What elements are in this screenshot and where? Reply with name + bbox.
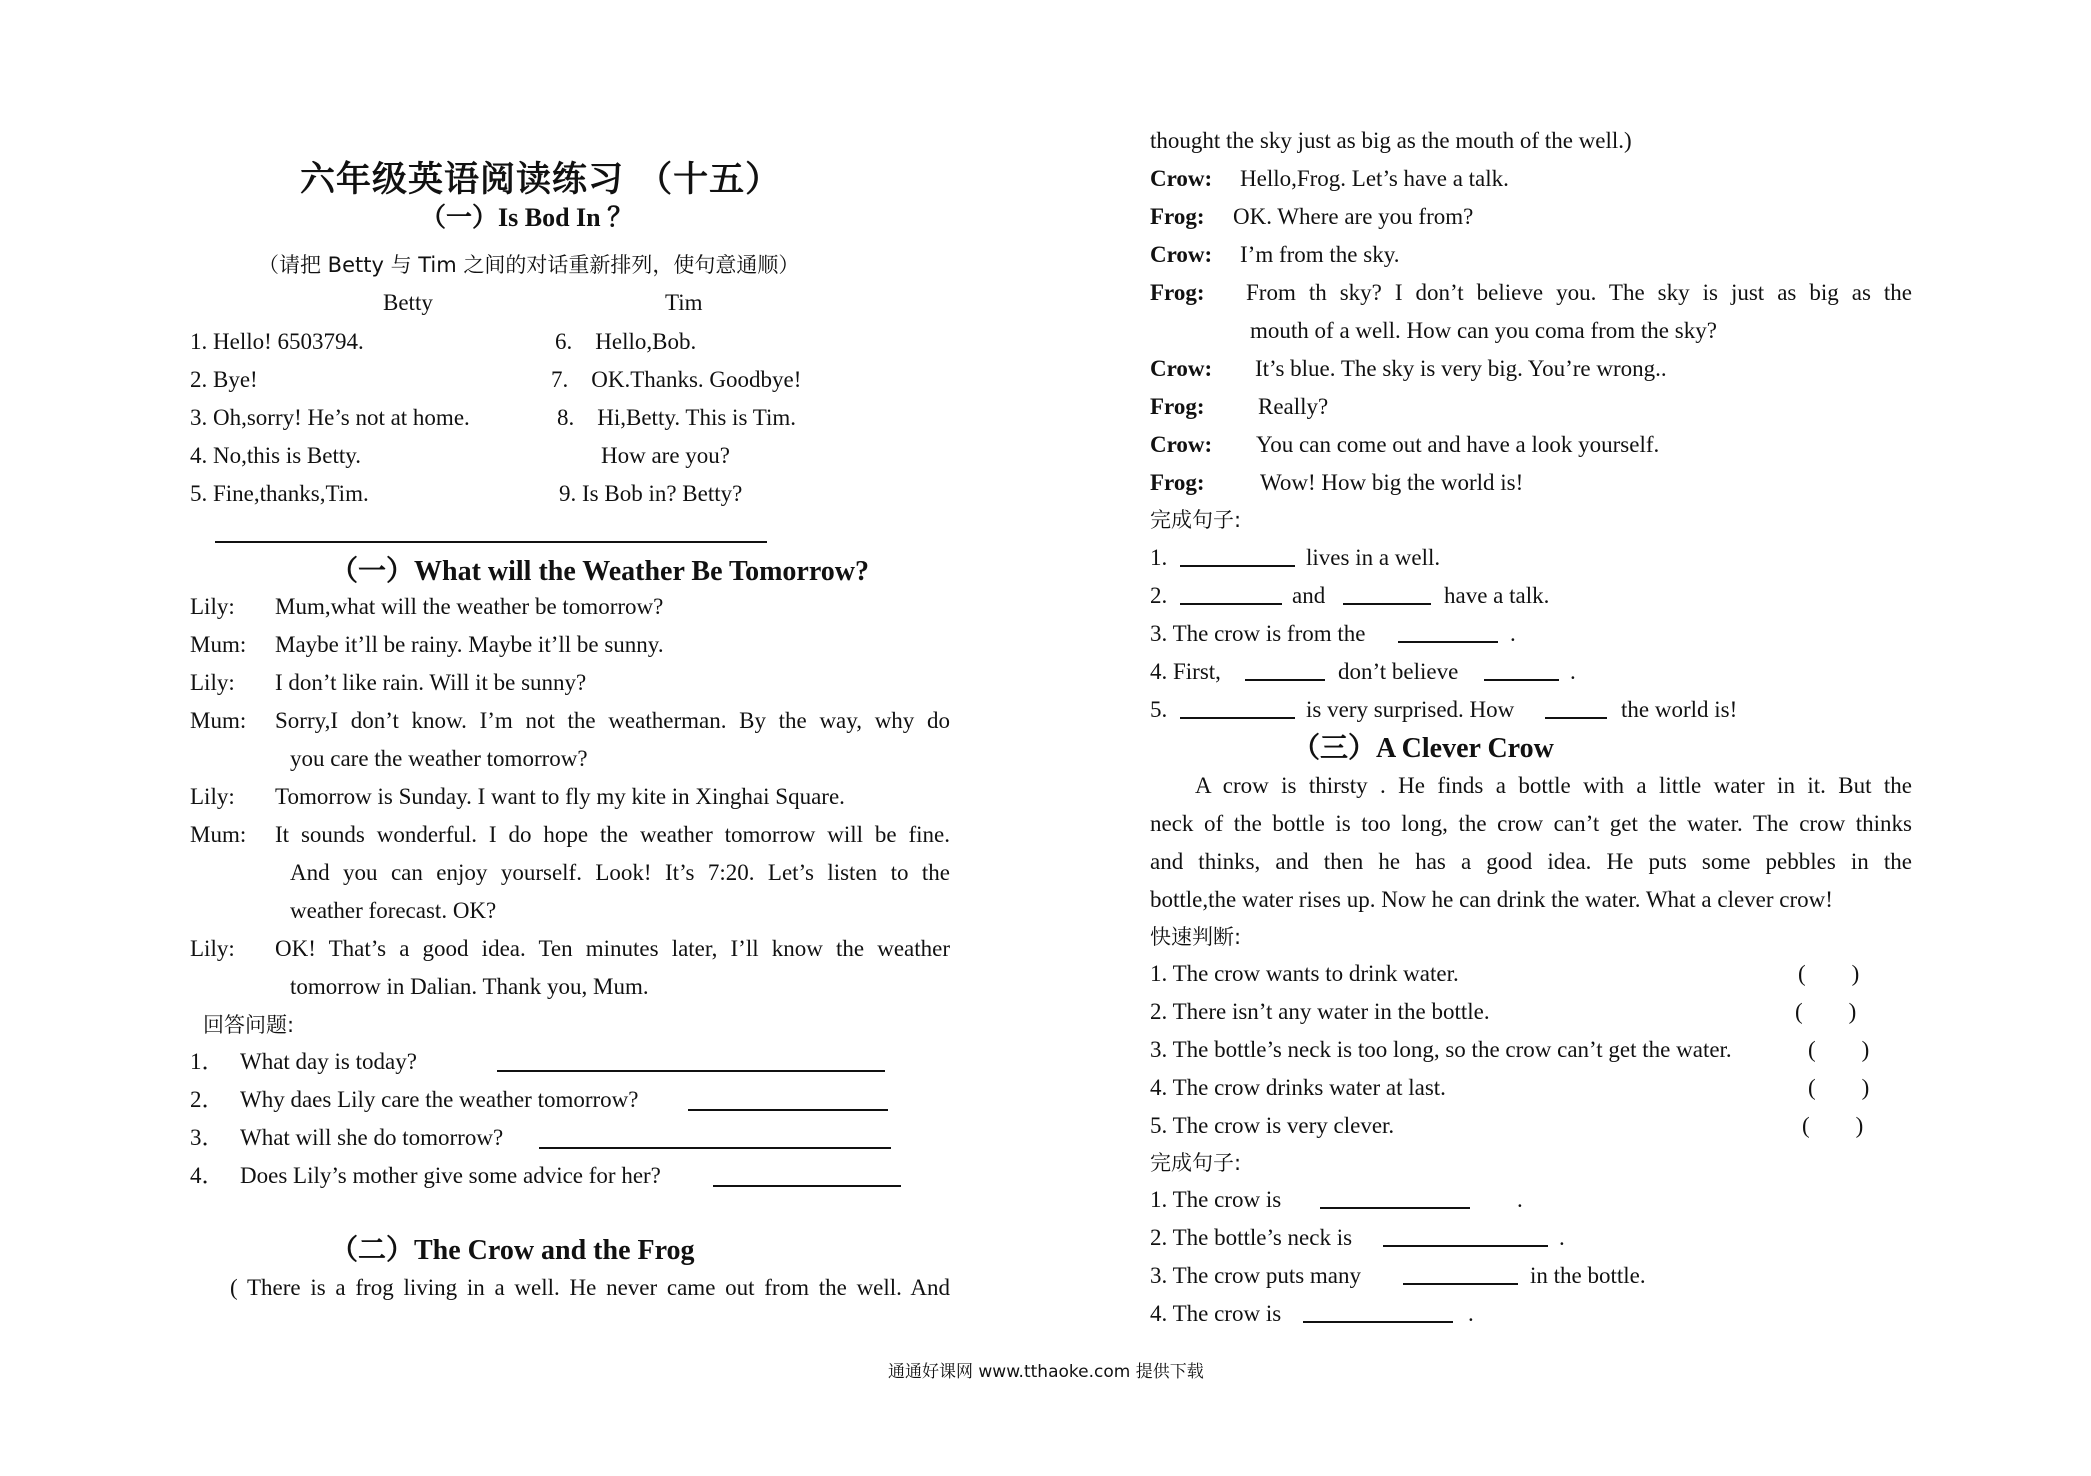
fill-blank[interactable] <box>1180 695 1295 719</box>
footer-credit: 通通好课网 www.tthaoke.com 提供下载 <box>888 1362 1204 1382</box>
dialogue-line: Hello,Frog. Let’s have a talk. <box>1240 166 1509 191</box>
tim-line: 9. Is Bob in? Betty? <box>559 481 743 506</box>
tim-line: 7. OK.Thanks. Goodbye! <box>551 367 802 392</box>
tim-line: How are you? <box>601 443 731 468</box>
section2-heading: （一）What will the Weather Be Tomorrow? <box>330 556 870 587</box>
tim-column-header: Tim <box>665 290 703 315</box>
answer-blank[interactable] <box>713 1163 901 1187</box>
fill-blank[interactable] <box>1545 695 1607 719</box>
sentence-text: and <box>1292 583 1326 608</box>
judge-item: 5. The crow is very clever. <box>1150 1113 1395 1138</box>
dialogue-line: weather forecast. OK? <box>290 898 497 923</box>
item-number: 2. <box>1150 583 1168 608</box>
dialogue-line: It’s blue. The sky is very big. You’re wrong.. <box>1255 356 1667 381</box>
sentence-text: lives in a well. <box>1306 545 1441 570</box>
betty-line: 3. Oh,sorry! He’s not at home. <box>190 405 470 430</box>
dialogue-line: I don’t like rain. Will it be sunny? <box>275 670 587 695</box>
speaker: Crow: <box>1150 432 1213 457</box>
dialogue-line: And you can enjoy yourself. Look! It’s 7:20. Let’s listen to the <box>290 860 950 885</box>
betty-line: 5. Fine,thanks,Tim. <box>190 481 369 506</box>
section1-heading: （一）Is Bod In ？ <box>420 203 634 232</box>
fill-blank[interactable] <box>1303 1299 1453 1323</box>
speaker: Frog: <box>1150 204 1205 229</box>
dialogue-line: mouth of a well. How can you coma from the sky? <box>1250 318 1717 343</box>
dialogue-line: Really? <box>1258 394 1329 419</box>
sentence-text: 2. The bottle’s neck is <box>1150 1225 1353 1250</box>
speaker: Crow: <box>1150 166 1213 191</box>
passage-line: bottle,the water rises up. Now he can drink the water. What a clever crow! <box>1150 887 1833 912</box>
section4-heading: （三）A Clever Crow <box>1292 733 1554 764</box>
answer-blank[interactable] <box>688 1087 888 1111</box>
fill-blank[interactable] <box>1403 1261 1518 1285</box>
sentence-text: . <box>1517 1187 1523 1212</box>
dialogue-line: OK! That’s a good idea. Ten minutes later, I’ll know the weather <box>275 936 950 961</box>
answer-parentheses[interactable]: ( ) <box>1808 1037 1870 1062</box>
sentence-text: 3. The crow is from the <box>1150 621 1366 646</box>
judge-item: 3. The bottle’s neck is too long, so the crow can’t get the water. <box>1150 1037 1732 1062</box>
fill-blank[interactable] <box>1180 543 1295 567</box>
betty-column-header: Betty <box>383 290 433 315</box>
betty-line: 4. No,this is Betty. <box>190 443 362 468</box>
sentence-text: don’t believe <box>1338 659 1459 684</box>
page-title: 六年级英语阅读练习 （十五） <box>300 160 782 200</box>
dialogue-line: I’m from the sky. <box>1240 242 1400 267</box>
answer-blank[interactable] <box>539 1125 891 1149</box>
fill-blank[interactable] <box>1398 619 1498 643</box>
item-number: 1. <box>1150 545 1168 570</box>
answer-parentheses[interactable]: ( ) <box>1795 999 1857 1024</box>
dialogue-line: From th sky? I don’t believe you. The sky is just as big as the <box>1246 280 1912 305</box>
answer-parentheses[interactable]: ( ) <box>1798 961 1860 986</box>
fill-blank[interactable] <box>1245 657 1325 681</box>
sentence-text: 4. First, <box>1150 659 1221 684</box>
complete-sentences-label: 完成句子: <box>1150 1151 1242 1175</box>
betty-line: 1. Hello! 6503794. <box>190 329 364 354</box>
speaker: Crow: <box>1150 356 1213 381</box>
story-intro-continued: thought the sky just as big as the mouth of the well.) <box>1150 128 1632 153</box>
judge-item: 4. The crow drinks water at last. <box>1150 1075 1446 1100</box>
speaker: Mum: <box>190 632 247 657</box>
speaker: Frog: <box>1150 280 1205 305</box>
fill-blank[interactable] <box>1383 1223 1548 1247</box>
answer-parentheses[interactable]: ( ) <box>1802 1113 1864 1138</box>
answer-parentheses[interactable]: ( ) <box>1808 1075 1870 1100</box>
section1-instruction: （请把 Betty 与 Tim 之间的对话重新排列，使句意通顺） <box>258 253 800 277</box>
sentence-text: in the bottle. <box>1530 1263 1646 1288</box>
passage-line: neck of the bottle is too long, the crow can’t get the water. The crow thinks <box>1150 811 1912 836</box>
dialogue-line: Wow! How big the world is! <box>1260 470 1524 495</box>
dialogue-line: Maybe it’ll be rainy. Maybe it’ll be sunny. <box>275 632 664 657</box>
dialogue-line: It sounds wonderful. I do hope the weather tomorrow will be fine. <box>275 822 950 847</box>
speaker: Lily: <box>190 594 235 619</box>
sentence-text: . <box>1559 1225 1565 1250</box>
speaker: Lily: <box>190 784 235 809</box>
dialogue-line: you care the weather tomorrow? <box>290 746 588 771</box>
question-text: What will she do tomorrow? <box>240 1125 504 1150</box>
sentence-text: the world is! <box>1621 697 1738 722</box>
fill-blank[interactable] <box>1180 581 1282 605</box>
sentence-text: have a talk. <box>1444 583 1550 608</box>
sentence-text: 4. The crow is <box>1150 1301 1282 1326</box>
question-number: 4． <box>190 1163 225 1188</box>
dialogue-line: OK. Where are you from? <box>1233 204 1474 229</box>
sentence-text: 1. The crow is <box>1150 1187 1282 1212</box>
dialogue-line: Sorry,I don’t know. I’m not the weatherman. By the way, why do <box>275 708 950 733</box>
dialogue-line: Tomorrow is Sunday. I want to fly my kite in Xinghai Square. <box>275 784 845 809</box>
complete-sentences-label: 完成句子: <box>1150 508 1242 532</box>
dialogue-line: Mum,what will the weather be tomorrow? <box>275 594 664 619</box>
speaker: Mum: <box>190 822 247 847</box>
item-number: 5. <box>1150 697 1168 722</box>
question-text: What day is today? <box>240 1049 417 1074</box>
question-text: Does Lily’s mother give some advice for her? <box>240 1163 661 1188</box>
question-text: Why daes Lily care the weather tomorrow? <box>240 1087 639 1112</box>
fill-blank[interactable] <box>1320 1185 1470 1209</box>
tim-line: 6. Hello,Bob. <box>555 329 697 354</box>
section3-heading: （二）The Crow and the Frog <box>330 1235 695 1266</box>
judge-item: 2. There isn’t any water in the bottle. <box>1150 999 1490 1024</box>
betty-line: 2. Bye! <box>190 367 258 392</box>
sentence-text: . <box>1468 1301 1474 1326</box>
sentence-text: . <box>1570 659 1576 684</box>
fill-blank[interactable] <box>1343 581 1431 605</box>
quick-judge-label: 快速判断: <box>1150 925 1242 949</box>
divider-line <box>215 541 767 543</box>
passage-line: and thinks, and then he has a good idea. He puts some pebbles in the <box>1150 849 1912 874</box>
answer-questions-label: 回答问题: <box>203 1013 295 1037</box>
fill-blank[interactable] <box>1484 657 1559 681</box>
question-number: 1． <box>190 1049 225 1074</box>
question-number: 2． <box>190 1087 225 1112</box>
passage-line: A crow is thirsty . He finds a bottle with a little water in it. But the <box>1195 773 1912 798</box>
sentence-text: is very surprised. How <box>1306 697 1515 722</box>
speaker: Frog: <box>1150 394 1205 419</box>
judge-item: 1. The crow wants to drink water. <box>1150 961 1459 986</box>
speaker: Frog: <box>1150 470 1205 495</box>
dialogue-line: You can come out and have a look yourself. <box>1256 432 1660 457</box>
sentence-text: 3. The crow puts many <box>1150 1263 1362 1288</box>
sentence-text: . <box>1510 621 1516 646</box>
dialogue-line: tomorrow in Dalian. Thank you, Mum. <box>290 974 649 999</box>
tim-line: 8. Hi,Betty. This is Tim. <box>557 405 797 430</box>
speaker: Mum: <box>190 708 247 733</box>
speaker: Lily: <box>190 670 235 695</box>
answer-blank[interactable] <box>497 1048 885 1072</box>
question-number: 3． <box>190 1125 225 1150</box>
speaker: Lily: <box>190 936 235 961</box>
story-intro: ( There is a frog living in a well. He never came out from the well. And <box>230 1275 950 1300</box>
speaker: Crow: <box>1150 242 1213 267</box>
